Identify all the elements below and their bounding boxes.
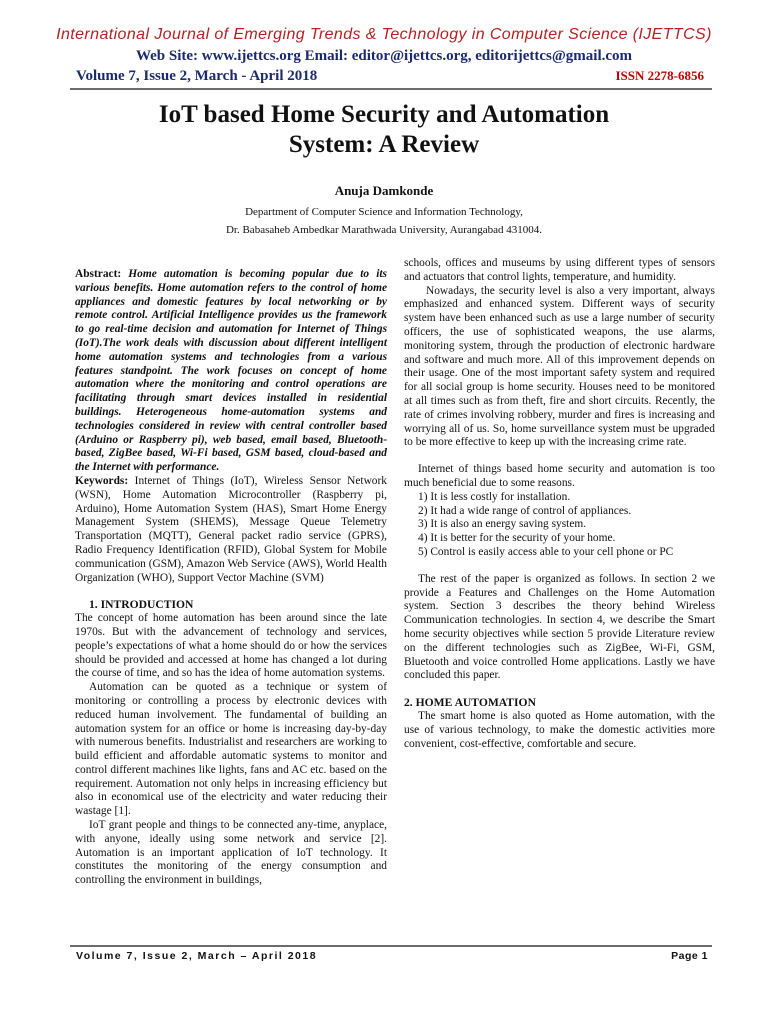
reasons-list — [404, 491, 715, 560]
abstract-text: Home automation is becoming popular due to its various benefits. Home automation refers to the control of home appliances and domestic features by local networking or by remote control. Artificial Intelligence provides us the framework to go real-time decision and automation for Internet of Things (IoT).The work deals with discussion about different intelligent home automation systems and technologies from a various features standpoint. The work focuses on concept of home automation where the monitoring and control operations are facilitating through smart devices installed in residential buildings. Heterogeneous home-automation systems and technologies considered in review with central controller based (Arduino or Raspberry pi), web based, email based, Bluetooth-based, ZigBee based, Wi-Fi based, GSM based, cloud-based and the Internet with performance. — [75, 268, 387, 474]
volume-line — [76, 68, 704, 85]
intro-paragraph-2: Automation can be quoted as a technique or system of monitoring or controlling a process by electronic devices with reduced human involvement. The fundamental of building an automation system for an office or home is increasing day-by-day with numerous benefits. Industrialist and researchers are working to build efficient and affordable automatic systems to monitor and control different machines like lights, fans and AC etc. based on the requirement. Automation not only helps in increasing efficiency but also in economical use of the electricity and water reducing their wastage [1]. — [75, 681, 387, 818]
affiliation-department: Department of Computer Science and Information Technology, — [245, 206, 523, 218]
right-paragraph-reasons-intro: Internet of things based home security and automation is too much beneficial due to some reasons. — [404, 463, 715, 489]
footer-volume: Volume 7, Issue 2, March – April 2018 — [76, 950, 318, 962]
section-heading-introduction: 1. INTRODUCTION — [89, 598, 194, 612]
paper-title — [0, 100, 768, 160]
home-automation-paragraph: The smart home is also quoted as Home automation, with the use of various technology, to make the domestic activities more convenient, cost-effective, comfortable and secure. — [404, 709, 715, 750]
author-name: Anuja Damkonde — [334, 183, 434, 198]
footer-divider — [70, 945, 712, 947]
list-item: 3) It is also an energy saving system. — [418, 518, 587, 531]
list-item: 5) Control is easily access able to your cell phone or PC — [418, 545, 674, 558]
title-line-1: IoT based Home Security and Automation — [158, 101, 610, 128]
abstract-label: Abstract: — [75, 268, 122, 280]
right-column — [404, 257, 715, 751]
header-divider — [70, 88, 712, 90]
left-column — [75, 268, 387, 888]
keywords — [75, 475, 387, 585]
right-paragraph-organization: The rest of the paper is organized as follows. In section 2 we provide a Features and Challenges on the Home Automation system. Section 3 describes the theory behind Wireless Communication technologies. In section 4, we describe the Smart home security objectives while section 5 provide Literature review on the different technologies such as ZigBee, Wi-Fi, GSM, Bluetooth and voice controlled Home applications. Lastly we have concluded this paper. — [404, 572, 715, 682]
volume-issue: Volume 7, Issue 2, March - April 2018 — [76, 68, 318, 84]
journal-website: Web Site: www.ijettcs.org Email: editor@ijettcs.org, editorijettcs@gmail.com — [135, 48, 633, 64]
keywords-text: Internet of Things (IoT), Wireless Sensor Network (WSN), Home Automation Microcontroller (Raspberry pi, Arduino), Home Automation System (HAS), Smart Home Energy Management System (SHEMS), Message Queue Telemetry Transportation (MQTT), General packet radio service (GPRS), Radio Frequency Identification (RFID), Global System for Mobile communication (GSM), Amazon Web Service (AWS), World Health Organization (WHO), Support Vector Machine (SVM) — [75, 474, 387, 584]
issn: ISSN 2278-6856 — [615, 68, 704, 83]
right-paragraph-security: Nowadays, the security level is also a very important, always emphasized and enhanced system. Different ways of security system have been enhanced such as use a large number of security officers, the use of sophisticated weapons, the use alarms, monitoring system, through the production of electronic hardware and software and much more. All of this improvement depends on their usage. One of the most important safety system and required for all social group is home security. Houses need to be monitored at all times such as from theft, fire and short circuits. Recently, the rate of crimes involving robbery, murder and fires is increasing and worrying all of us. So, home surveillance system must be upgraded to be more effective to keep up with the increasing crime rate. — [404, 284, 715, 449]
title-line-2: System: A Review — [288, 131, 480, 158]
list-item: 2) It had a wide range of control of appliances. — [418, 504, 632, 517]
right-paragraph-continued: schools, offices and museums by using different types of sensors and actuators that control lights, temperature, and humidity. — [404, 257, 715, 283]
list-item: 1) It is less costly for installation. — [418, 490, 571, 503]
page-number: Page 1 — [671, 950, 708, 962]
abstract — [75, 268, 387, 475]
journal-name: International Journal of Emerging Trends & Technology in Computer Science (IJETTCS) — [56, 26, 712, 43]
list-item: 4) It is better for the security of your home. — [418, 532, 616, 545]
page-footer — [76, 950, 708, 962]
section-heading-home-automation: 2. HOME AUTOMATION — [404, 696, 536, 710]
author-affiliation — [0, 203, 768, 239]
affiliation-university: Dr. Babasaheb Ambedkar Marathwada University, Aurangabad 431004. — [225, 224, 543, 236]
intro-paragraph-1: The concept of home automation has been around since the late 1970s. But with the advancement of technology and services, people’s expectations of what a home should do or how the services should be provided and accessed at home has changed a lot during the course of time, and so has the idea of home automation systems. — [75, 612, 387, 680]
keywords-label: Keywords: — [75, 474, 129, 487]
intro-paragraph-3: IoT grant people and things to be connected any-time, anyplace, with anyone, ideally using some network and service [2]. Automation is an important application of IoT technology. It constitutes the monitoring of the energy consumption and controlling the environment in buildings, — [75, 819, 387, 887]
